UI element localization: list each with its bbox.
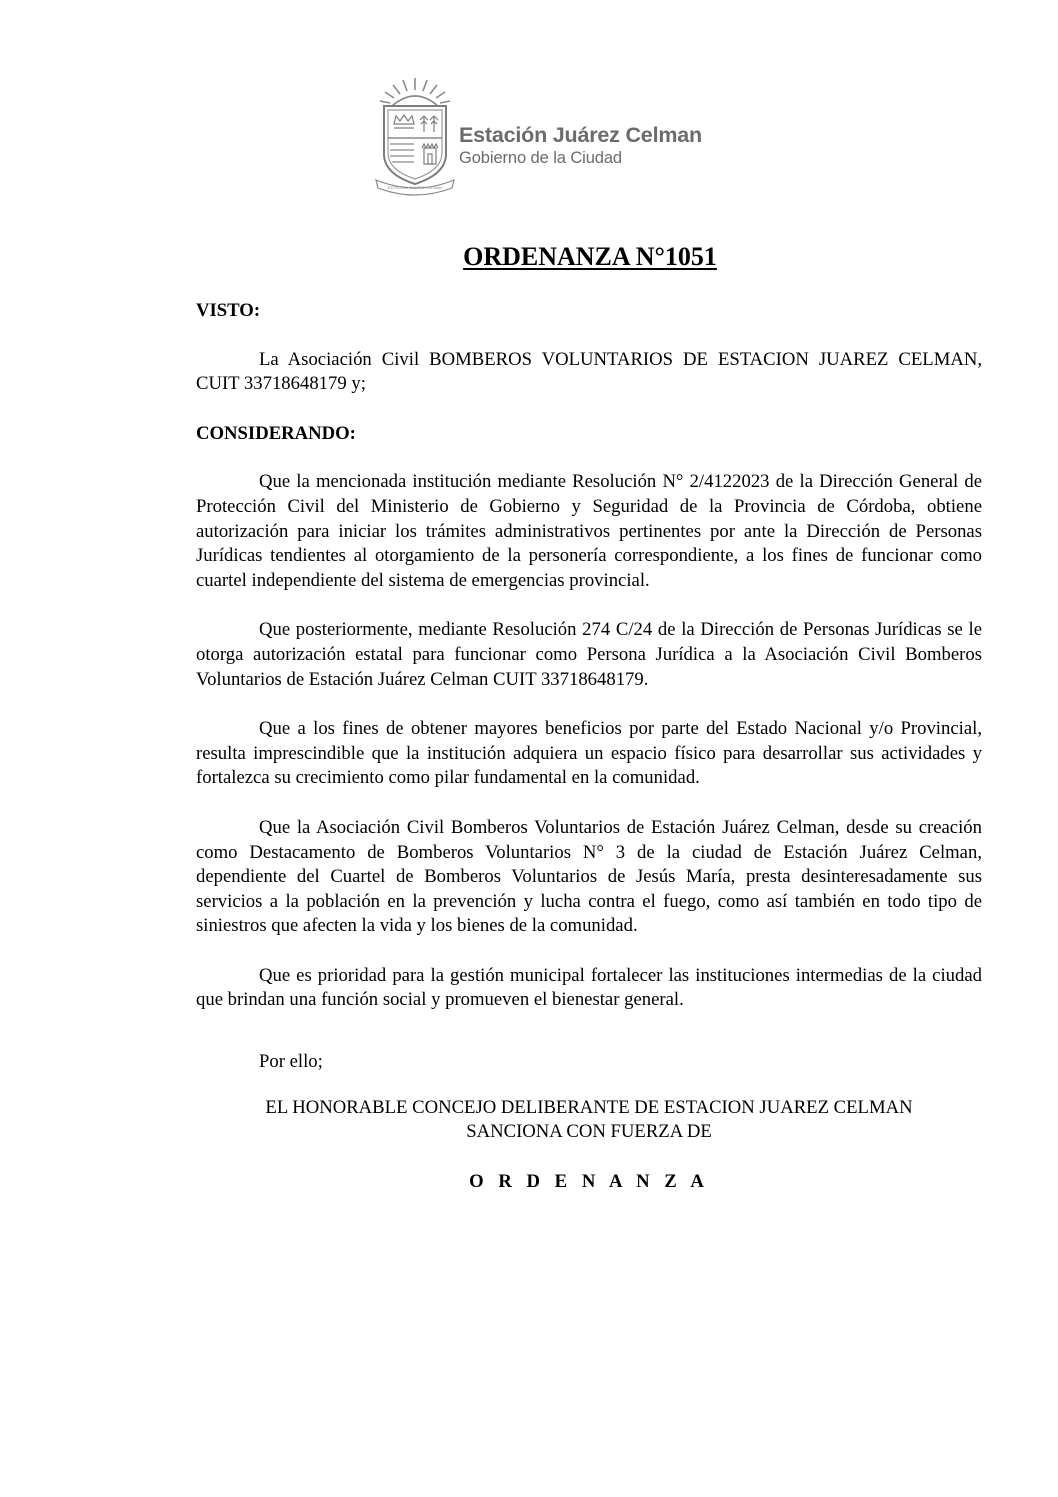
considerando-paragraph: Que posteriormente, mediante Resolución 274 C/24 de la Dirección de Personas Jurídicas se le otorga autorización estatal para funcionar como Persona Jurídica a la Asociación Civil Bomberos Voluntarios de Estación Juárez Celman CUIT 33718648179. — [196, 619, 982, 690]
crest-ribbon-text: ESTACION JUAREZ CELMAN — [387, 185, 443, 190]
ordinance-title: ORDENANZA N°1051 — [463, 242, 717, 271]
por-ello-line: Por ello; — [259, 1051, 323, 1073]
visto-paragraph: La Asociación Civil BOMBEROS VOLUNTARIOS DE ESTACION JUAREZ CELMAN, CUIT 33718648179 y; — [196, 348, 982, 395]
letterhead — [364, 76, 744, 200]
council-line-2: SANCIONA CON FUERZA DE — [466, 1121, 712, 1143]
considerando-paragraph: Que la mencionada institución mediante Resolución N° 2/4122023 de la Dirección General de Protección Civil del Ministerio de Gobierno y Seguridad de la Provincia de Córdoba, obtiene autorización para iniciar los trámites administrativos pertinentes por ante la Dirección de Personas Jurídicas tendientes al otorgamiento de la personería correspondiente, a los fines de funcionar como cuartel independiente del sistema de emergencias provincial. — [196, 471, 982, 591]
considerando-paragraph: Que la Asociación Civil Bomberos Voluntarios de Estación Juárez Celman, desde su creación como Destacamento de Bomberos Voluntarios N° 3 de la ciudad de Estación Juárez Celman, dependiente del Cuartel de Bomberos Voluntarios de Jesús María, presta desinteresadamente sus servicios a la población en la prevención y lucha contra el fuego, como así también en todo tipo de siniestros que afecten la vida y los bienes de la comunidad. — [196, 816, 982, 937]
considerando-paragraph: Que es prioridad para la gestión municipal fortalecer las instituciones intermedias de la ciudad que brindan una función social y promueven el bienestar general. — [196, 964, 982, 1011]
ordenanza-label: O R D E N A N Z A — [469, 1170, 709, 1192]
municipality-brand — [459, 125, 702, 166]
considerando-heading: CONSIDERANDO: — [196, 422, 356, 444]
considerando-paragraph: Que a los fines de obtener mayores beneficios por parte del Estado Nacional y/o Provincial, resulta imprescindible que la institución adquiera un espacio físico para desarrollar sus actividades y fortalezca su crecimiento como pilar fundamental en la comunidad. — [196, 718, 982, 789]
municipality-name: Estación Juárez Celman — [459, 123, 702, 147]
council-line-1: EL HONORABLE CONCEJO DELIBERANTE DE ESTACION JUAREZ CELMAN — [265, 1096, 913, 1118]
document-body — [196, 299, 982, 1194]
municipal-crest-logo — [372, 76, 458, 196]
visto-heading: VISTO: — [196, 300, 261, 321]
government-label: Gobierno de la Ciudad — [459, 148, 623, 167]
